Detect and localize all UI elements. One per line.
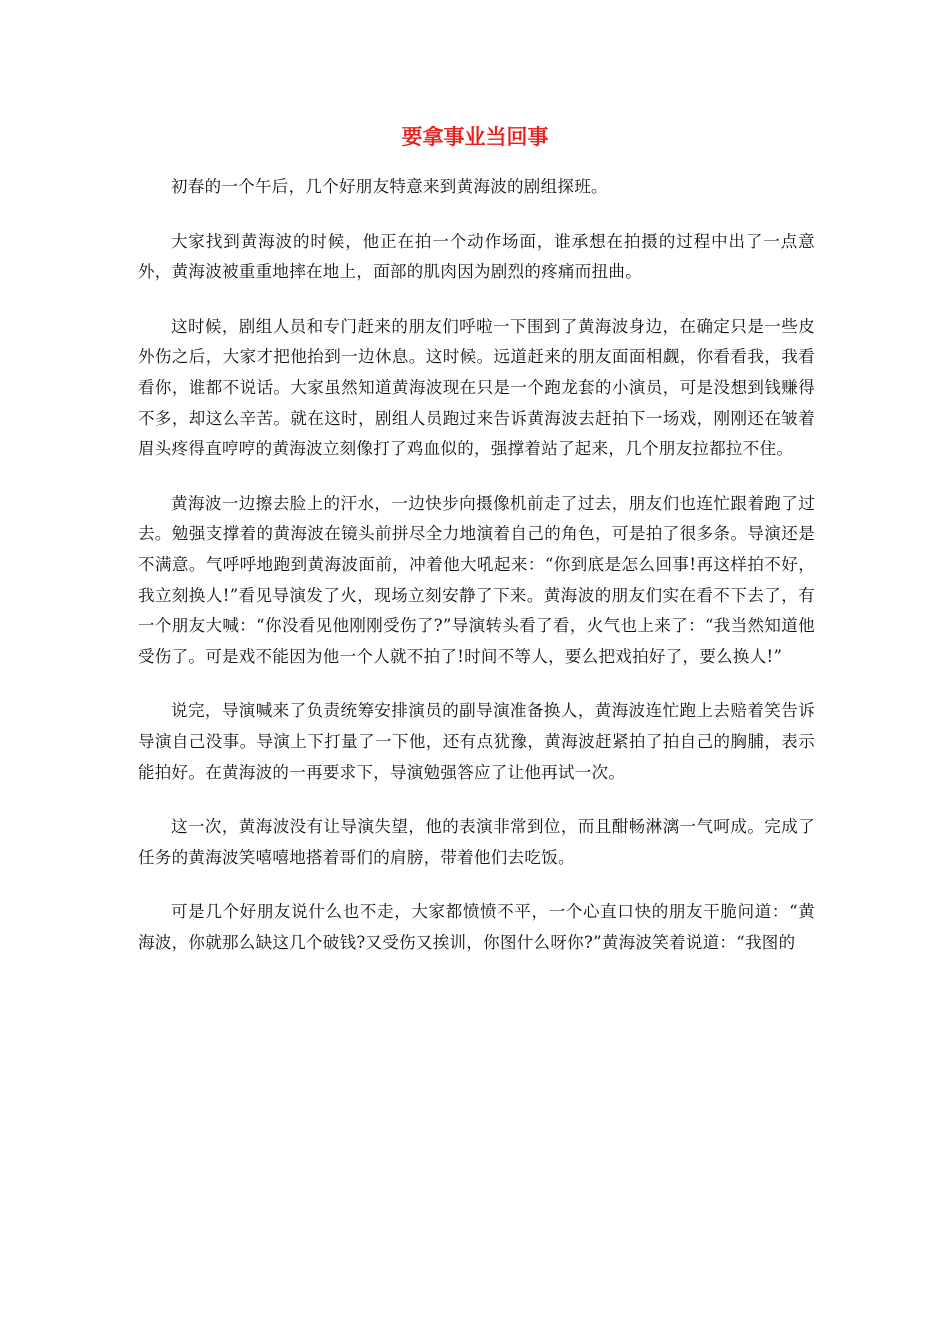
paragraph-6: 这一次，黄海波没有让导演失望，他的表演非常到位，而且酣畅淋漓一气呵成。完成了任务的黄海波笑嘻嘻地搭着哥们的肩膀，带着他们去吃饭。: [138, 817, 815, 867]
paragraph-3: 这时候，剧组人员和专门赶来的朋友们呼啦一下围到了黄海波身边，在确定只是一些皮外伤之后，大家才把他抬到一边休息。这时候。远道赶来的朋友面面相觑，你看看我，我看看你，谁都不说话。大家虽然知道黄海波现在只是一个跑龙套的小演员，可是没想到钱赚得不多，却这么辛苦。就在这时，剧组人员跑过来告诉黄海波去赶拍下一场戏，刚刚还在皱着眉头疼得直哼哼的黄海波立刻像打了鸡血似的，强撑着站了起来，几个朋友拉都拉不住。: [138, 316, 815, 459]
paragraph-1: 初春的一个午后，几个好朋友特意来到黄海波的剧组探班。: [171, 177, 608, 196]
paragraph-2: 大家找到黄海波的时候，他正在拍一个动作场面，谁承想在拍摄的过程中出了一点意外，黄海波被重重地摔在地上，面部的肌肉因为剧烈的疼痛而扭曲。: [138, 231, 815, 282]
paragraph-4: 黄海波一边擦去脸上的汗水，一边快步向摄像机前走了过去，朋友们也连忙跟着跑了过去。勉强支撑着的黄海波在镜头前拼尽全力地演着自己的角色，可是拍了很多条。导演还是不满意。气呼呼地跑到黄海波面前，冲着他大吼起来：“你到底是怎么回事!再这样拍不好，我立刻换人!”看见导演发了火，现场立刻安静了下来。黄海波的朋友们实在看不下去了，有一个朋友大喊：“你没看见他刚刚受伤了?”导演转头看了看，火气也上来了：“我当然知道他受伤了。可是戏不能因为他一个人就不拍了!时间不等人，要么把戏拍好了，要么换人!”: [138, 493, 815, 666]
article-body: [138, 172, 815, 982]
paragraph-5: 说完，导演喊来了负责统筹安排演员的副导演准备换人，黄海波连忙跑上去赔着笑告诉导演自己没事。导演上下打量了一下他，还有点犹豫，黄海波赶紧拍了拍自己的胸脯，表示能拍好。在黄海波的一再要求下，导演勉强答应了让他再试一次。: [138, 701, 815, 782]
document-title: 要拿事业当回事: [401, 125, 549, 149]
paragraph-7: 可是几个好朋友说什么也不走，大家都愤愤不平，一个心直口快的朋友干脆问道：“黄海波，你就那么缺这几个破钱?又受伤又挨训，你图什么呀你?”黄海波笑着说道：“我图的: [138, 902, 815, 952]
